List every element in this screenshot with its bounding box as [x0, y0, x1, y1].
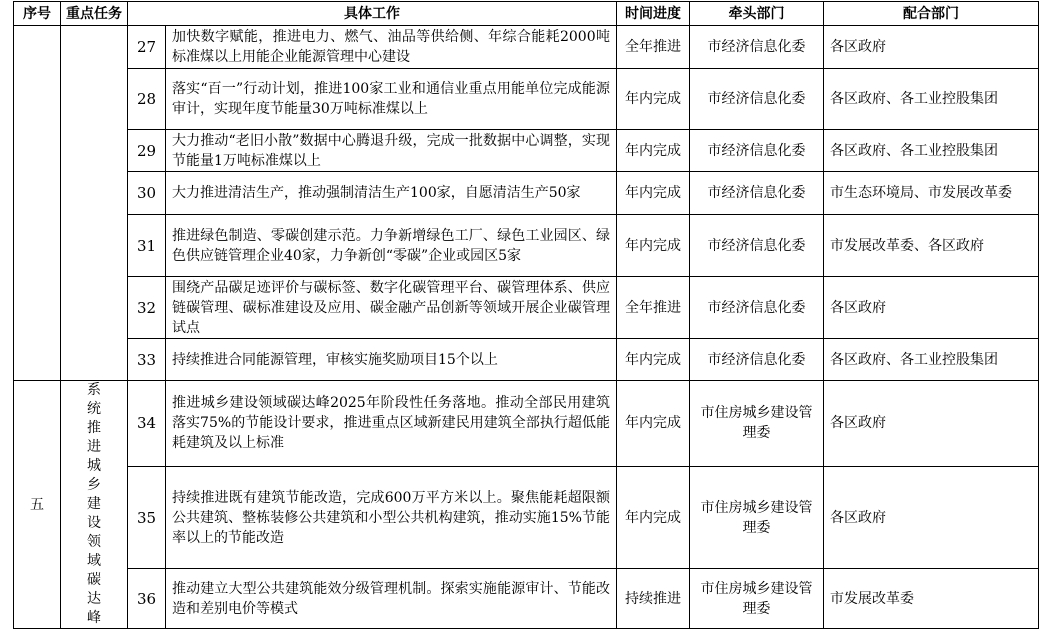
row-index: 33	[128, 339, 166, 381]
group-task-cell	[61, 26, 128, 381]
header-work: 具体工作	[128, 2, 617, 26]
row-coop: 各区政府	[824, 381, 1039, 467]
row-work: 持续推进合同能源管理，审核实施奖励项目15个以上	[166, 339, 617, 381]
row-index: 34	[128, 381, 166, 467]
row-time: 年内完成	[617, 466, 690, 569]
table-row	[14, 69, 1039, 130]
table-row	[14, 569, 1039, 629]
table-row	[14, 172, 1039, 215]
row-lead: 市经济信息化委	[690, 215, 824, 277]
row-time: 年内完成	[617, 130, 690, 172]
row-work: 持续推进既有建筑节能改造，完成600万平方米以上。聚焦能耗超限额公共建筑、整栋装修公共建筑和小型公共机构建筑，推动实施15%节能率以上的节能改造	[166, 466, 617, 569]
table-row	[14, 130, 1039, 172]
row-index: 32	[128, 277, 166, 339]
row-index: 29	[128, 130, 166, 172]
row-work: 围绕产品碳足迹评价与碳标签、数字化碳管理平台、碳管理体系、供应链碳管理、碳标准建设及应用、碳金融产品创新等领域开展企业碳管理试点	[166, 277, 617, 339]
row-time: 年内完成	[617, 381, 690, 467]
row-work: 推动建立大型公共建筑能效分级管理机制。探索实施能源审计、节能改造和差别电价等模式	[166, 569, 617, 629]
row-time: 全年推进	[617, 277, 690, 339]
row-index: 36	[128, 569, 166, 629]
group-task-label: 系统推进城乡建设领域碳达峰	[87, 382, 101, 626]
row-coop: 市生态环境局、市发展改革委	[824, 172, 1039, 215]
row-lead: 市经济信息化委	[690, 130, 824, 172]
table-row	[14, 381, 1039, 467]
row-work: 大力推动“老旧小散”数据中心腾退升级，完成一批数据中心调整，实现节能量1万吨标准煤以上	[166, 130, 617, 172]
header-time: 时间进度	[617, 2, 690, 26]
row-index: 30	[128, 172, 166, 215]
row-work: 推进城乡建设领域碳达峰2025年阶段性任务落地。推动全部民用建筑落实75%的节能设计要求，推进重点区域新建民用建筑全部执行超低能耗建筑及以上标准	[166, 381, 617, 467]
row-coop: 各区政府	[824, 466, 1039, 569]
table-row	[14, 466, 1039, 569]
row-work: 加快数字赋能，推进电力、燃气、油品等供给侧、年综合能耗2000吨标准煤以上用能企业能源管理中心建设	[166, 26, 617, 69]
row-lead: 市经济信息化委	[690, 172, 824, 215]
group-number-cell	[14, 26, 61, 381]
row-lead: 市经济信息化委	[690, 277, 824, 339]
row-lead: 市经济信息化委	[690, 69, 824, 130]
row-time: 全年推进	[617, 26, 690, 69]
table-header-row	[14, 2, 1039, 26]
row-work: 推进绿色制造、零碳创建示范。力争新增绿色工厂、绿色工业园区、绿色供应链管理企业40家，力争新创“零碳”企业或园区5家	[166, 215, 617, 277]
row-time: 持续推进	[617, 569, 690, 629]
work-plan-table	[13, 1, 1039, 629]
row-time: 年内完成	[617, 69, 690, 130]
header-no: 序号	[14, 2, 61, 26]
row-index: 35	[128, 466, 166, 569]
row-coop: 各区政府、各工业控股集团	[824, 339, 1039, 381]
row-lead: 市住房城乡建设管理委	[690, 569, 824, 629]
row-index: 31	[128, 215, 166, 277]
group-task-cell	[61, 381, 128, 629]
row-time: 年内完成	[617, 172, 690, 215]
row-lead: 市经济信息化委	[690, 339, 824, 381]
table-row	[14, 277, 1039, 339]
row-time: 年内完成	[617, 339, 690, 381]
row-lead: 市住房城乡建设管理委	[690, 381, 824, 467]
row-work: 大力推进清洁生产，推动强制清洁生产100家，自愿清洁生产50家	[166, 172, 617, 215]
row-coop: 各区政府	[824, 26, 1039, 69]
header-coop: 配合部门	[824, 2, 1039, 26]
row-lead: 市经济信息化委	[690, 26, 824, 69]
table-row	[14, 215, 1039, 277]
table-row	[14, 26, 1039, 69]
row-coop: 各区政府、各工业控股集团	[824, 69, 1039, 130]
table-row	[14, 339, 1039, 381]
row-coop: 各区政府、各工业控股集团	[824, 130, 1039, 172]
row-lead: 市住房城乡建设管理委	[690, 466, 824, 569]
group-number-cell: 五	[14, 381, 61, 629]
row-time: 年内完成	[617, 215, 690, 277]
row-coop: 市发展改革委	[824, 569, 1039, 629]
header-lead: 牵头部门	[690, 2, 824, 26]
row-index: 28	[128, 69, 166, 130]
header-task: 重点任务	[61, 2, 128, 26]
row-coop: 各区政府	[824, 277, 1039, 339]
row-index: 27	[128, 26, 166, 69]
row-coop: 市发展改革委、各区政府	[824, 215, 1039, 277]
row-work: 落实“百一”行动计划，推进100家工业和通信业重点用能单位完成能源审计，实现年度节能量30万吨标准煤以上	[166, 69, 617, 130]
